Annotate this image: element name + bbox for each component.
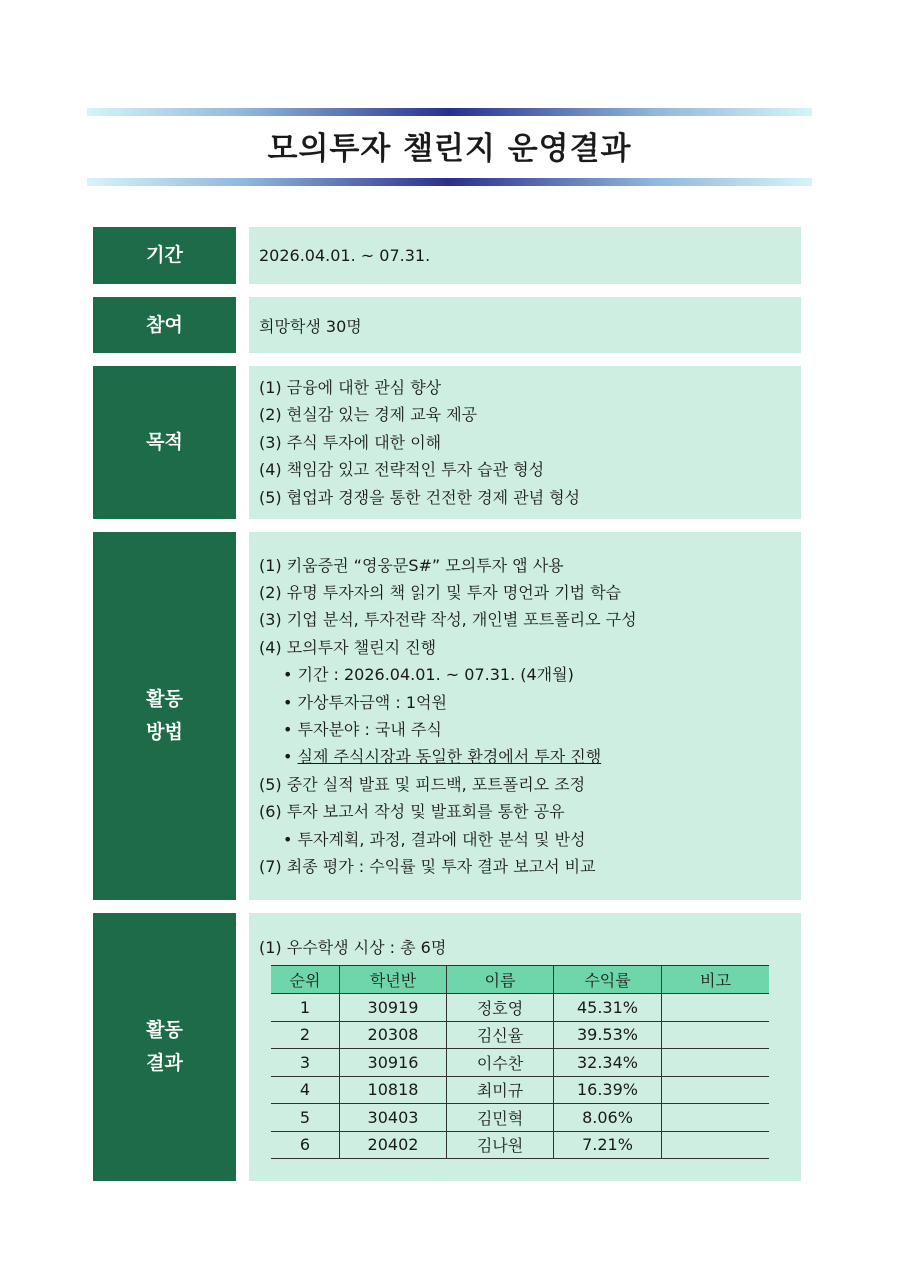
col-rank-header: 순위	[271, 966, 340, 994]
return-cell: 39.53%	[554, 1021, 662, 1049]
return-cell: 8.06%	[554, 1104, 662, 1132]
note-cell	[662, 1131, 770, 1159]
name-cell: 정호영	[447, 994, 554, 1022]
note-cell	[662, 994, 770, 1022]
class-cell: 20402	[340, 1131, 447, 1159]
method-item: (2) 유명 투자자의 책 읽기 및 투자 명언과 기법 학습	[259, 583, 622, 603]
return-cell: 7.21%	[554, 1131, 662, 1159]
period-section	[93, 227, 801, 284]
participants-section	[93, 297, 801, 353]
rank-cell: 2	[271, 1021, 340, 1049]
name-cell: 김신율	[447, 1021, 554, 1049]
return-cell: 32.34%	[554, 1049, 662, 1077]
period-value	[249, 227, 801, 284]
table-row	[271, 1049, 769, 1077]
table-row	[271, 1104, 769, 1132]
return-cell: 16.39%	[554, 1076, 662, 1104]
col-class-header: 학년반	[340, 966, 447, 994]
purpose-label: 목적	[93, 366, 236, 519]
method-subitem: • 가상투자금액 : 1억원	[259, 689, 801, 716]
participants-text: 희망학생 30명	[259, 316, 362, 336]
rank-cell: 1	[271, 994, 340, 1022]
method-label	[93, 532, 236, 900]
table-row	[271, 1131, 769, 1159]
name-cell: 최미규	[447, 1076, 554, 1104]
method-list	[249, 532, 801, 900]
note-cell	[662, 1049, 770, 1077]
results-label	[93, 913, 236, 1181]
note-cell	[662, 1076, 770, 1104]
class-cell: 20308	[340, 1021, 447, 1049]
results-label-line2: 결과	[146, 1052, 183, 1074]
page-title: 모의투자 챌린지 운영결과	[267, 131, 632, 167]
title-bottom-bar	[87, 178, 812, 186]
title-top-bar	[87, 108, 812, 116]
rank-cell: 3	[271, 1049, 340, 1077]
class-cell: 30403	[340, 1104, 447, 1132]
name-cell: 김민혁	[447, 1104, 554, 1132]
method-item: (3) 기업 분석, 투자전략 작성, 개인별 포트폴리오 구성	[259, 610, 637, 630]
method-item: (6) 투자 보고서 작성 및 발표회를 통한 공유	[259, 802, 565, 822]
name-cell: 이수찬	[447, 1049, 554, 1077]
results-intro: (1) 우수학생 시상 : 총 6명	[259, 938, 447, 957]
method-item: (7) 최종 평가 : 수익률 및 투자 결과 보고서 비교	[259, 856, 596, 876]
purpose-item: (1) 금융에 대한 관심 향상	[259, 378, 442, 398]
results-content	[249, 913, 801, 1181]
participants-value	[249, 297, 801, 353]
col-note-header: 비고	[662, 966, 770, 994]
col-return-header: 수익률	[554, 966, 662, 994]
purpose-item: (4) 책임감 있고 전략적인 투자 습관 형성	[259, 460, 545, 480]
method-label-line2: 방법	[146, 721, 183, 743]
col-name-header: 이름	[447, 966, 554, 994]
method-subitem	[259, 743, 801, 770]
method-item: (1) 키움증권 “영웅문S#” 모의투자 앱 사용	[259, 555, 564, 575]
note-cell	[662, 1104, 770, 1132]
method-section	[93, 532, 801, 900]
awards-table	[271, 965, 769, 1159]
results-label-line1: 활동	[146, 1019, 183, 1041]
table-row	[271, 1021, 769, 1049]
method-subitem-text: 실제 주식시장과 동일한 환경에서 투자 진행	[297, 747, 602, 767]
purpose-list	[249, 366, 801, 519]
rank-cell: 5	[271, 1104, 340, 1132]
note-cell	[662, 1021, 770, 1049]
period-label: 기간	[93, 227, 236, 284]
rank-cell: 4	[271, 1076, 340, 1104]
table-header-row	[271, 966, 769, 994]
method-subitem: • 투자분야 : 국내 주식	[259, 716, 801, 743]
class-cell: 30916	[340, 1049, 447, 1077]
method-label-line1: 활동	[146, 688, 183, 710]
table-row	[271, 994, 769, 1022]
participants-label: 참여	[93, 297, 236, 353]
return-cell: 45.31%	[554, 994, 662, 1022]
table-row	[271, 1076, 769, 1104]
purpose-section	[93, 366, 801, 519]
period-text: 2026.04.01. ~ 07.31.	[259, 246, 431, 265]
purpose-item: (2) 현실감 있는 경제 교육 제공	[259, 405, 478, 425]
purpose-item: (5) 협업과 경쟁을 통한 건전한 경제 관념 형성	[259, 487, 581, 507]
purpose-item: (3) 주식 투자에 대한 이해	[259, 432, 442, 452]
results-section	[93, 913, 801, 1181]
method-subitem: • 투자계획, 과정, 결과에 대한 분석 및 반성	[259, 826, 801, 853]
class-cell: 30919	[340, 994, 447, 1022]
method-item: (4) 모의투자 챌린지 진행	[259, 637, 437, 657]
name-cell: 김나원	[447, 1131, 554, 1159]
class-cell: 10818	[340, 1076, 447, 1104]
method-subitem: • 기간 : 2026.04.01. ~ 07.31. (4개월)	[259, 661, 801, 688]
method-item: (5) 중간 실적 발표 및 피드백, 포트폴리오 조정	[259, 774, 586, 794]
rank-cell: 6	[271, 1131, 340, 1159]
